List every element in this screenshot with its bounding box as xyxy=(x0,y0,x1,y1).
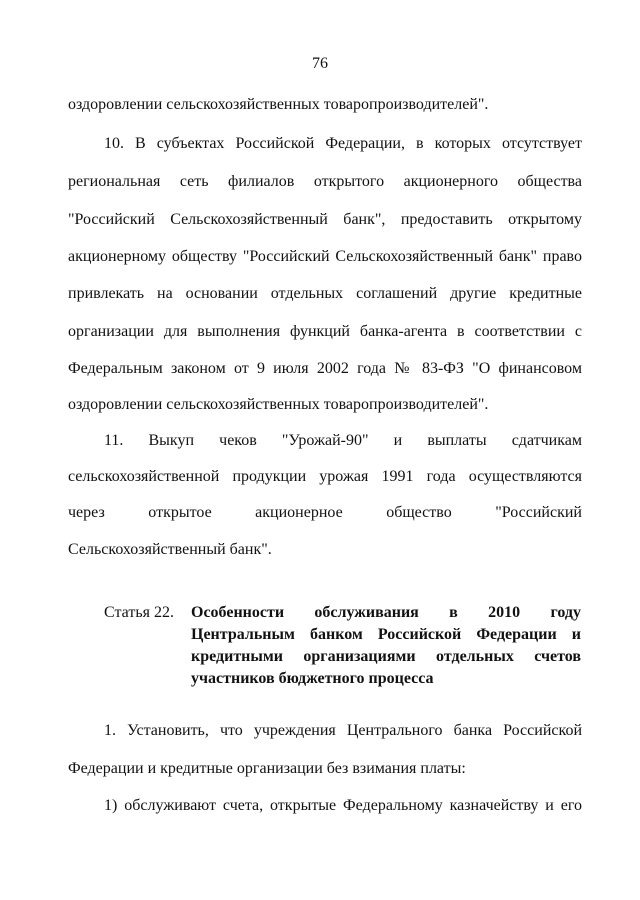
text-line: акционерному обществу "Российский Сельскохозяйственный банк" право xyxy=(68,248,582,265)
article-label: Статья 22. xyxy=(104,604,174,621)
text-line: сельскохозяйственной продукции урожая 1991 года осуществляются xyxy=(68,468,582,485)
text-line: Федерации и кредитные организации без взимания платы: xyxy=(68,760,466,777)
text-line: оздоровлении сельскохозяйственных товаропроизводителей". xyxy=(68,396,489,413)
text-line: "Российский Сельскохозяйственный банк", предоставить открытому xyxy=(68,211,582,228)
text-line: через открытое акционерное общество "Российский xyxy=(68,504,582,521)
article-title-line: участников бюджетного процесса xyxy=(191,670,434,687)
page-number: 76 xyxy=(312,55,328,72)
article-title-line: Особенности обслуживания в 2010 году xyxy=(191,604,581,621)
article-title-line: кредитными организациями отдельных счетов xyxy=(191,648,581,665)
article-title-line: Центральным банком Российской Федерации и xyxy=(191,626,581,643)
text-line: привлекать на основании отдельных соглашений другие кредитные xyxy=(68,285,582,302)
text-line: 1. Установить, что учреждения Центрального банка Российской xyxy=(104,722,582,739)
text-line: 11. Выкуп чеков "Урожай-90" и выплаты сдатчикам xyxy=(104,432,582,449)
text-line: Федеральным законом от 9 июля 2002 года № 83-ФЗ "О финансовом xyxy=(68,360,582,377)
text-line: организации для выполнения функций банка-агента в соответствии с xyxy=(68,323,582,340)
text-line: региональная сеть филиалов открытого акционерного общества xyxy=(68,173,582,190)
text-line: оздоровлении сельскохозяйственных товаропроизводителей". xyxy=(68,96,489,113)
text-line: Сельскохозяйственный банк". xyxy=(68,541,272,558)
text-line: 1) обслуживают счета, открытые Федеральному казначейству и его xyxy=(104,797,582,814)
text-line: 10. В субъектах Российской Федерации, в которых отсутствует xyxy=(104,135,582,152)
